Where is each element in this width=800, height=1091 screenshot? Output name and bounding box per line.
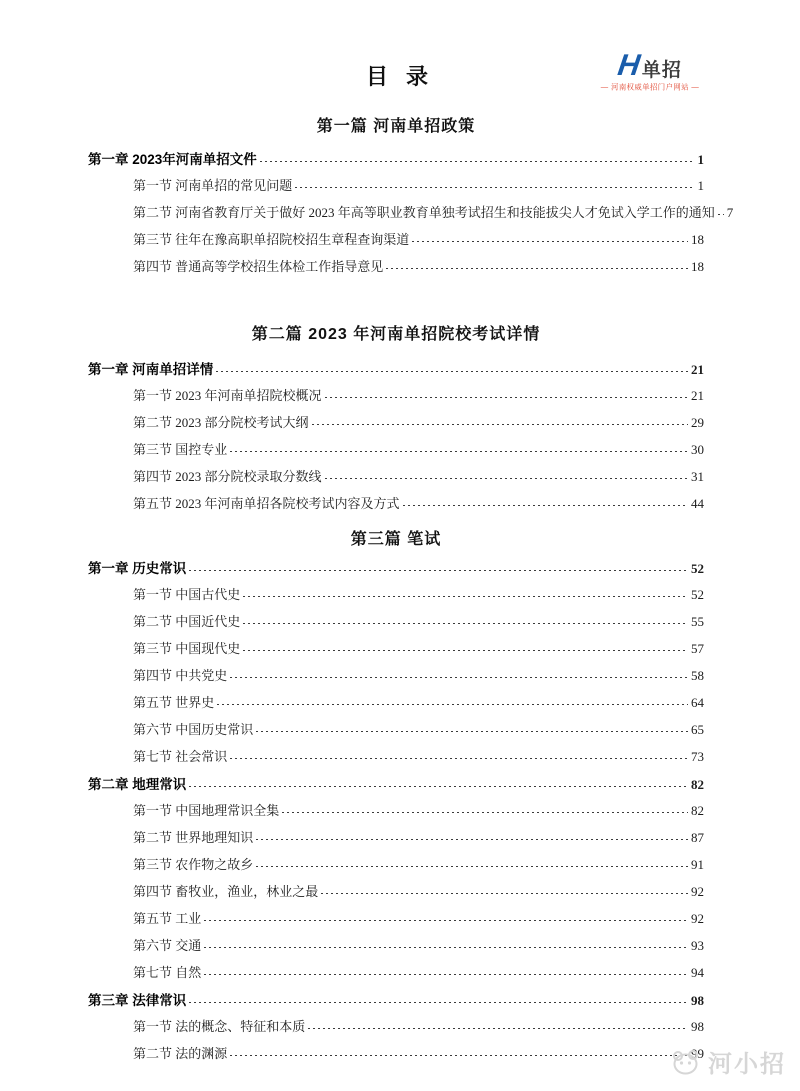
dotted-leader [204, 965, 688, 977]
toc-entry-label: 第二节 中国近代史 [133, 614, 241, 629]
toc-section-row[interactable] [88, 692, 704, 719]
toc-section-row[interactable] [88, 1016, 704, 1043]
site-logo [580, 51, 720, 93]
dotted-leader [230, 442, 688, 454]
dotted-leader [260, 152, 695, 164]
toc-chapter-row[interactable] [88, 148, 704, 175]
toc-entry-label: 第七节 自然 [133, 965, 202, 980]
toc-entry-label: 第二节 2023 部分院校考试大纲 [133, 415, 309, 430]
toc-entry-label: 第三节 农作物之故乡 [133, 857, 254, 872]
dotted-leader [189, 777, 688, 789]
dotted-leader [230, 668, 688, 680]
watermark-label: 河小招 [708, 1051, 786, 1078]
toc-page-number: 92 [691, 911, 704, 926]
toc-page-number: 93 [691, 938, 704, 953]
dotted-leader [217, 695, 688, 707]
dotted-leader [243, 587, 688, 599]
toc-page-number: 73 [691, 749, 704, 764]
toc-entry-label: 第一节 中国地理常识全集 [133, 803, 280, 818]
toc-section-row[interactable] [88, 665, 704, 692]
toc-page-number: 7 [726, 205, 734, 220]
toc-section-row[interactable] [88, 638, 704, 665]
toc-entry-label: 第二节 法的渊源 [133, 1046, 228, 1061]
toc-section-row[interactable] [88, 584, 704, 611]
toc-entry-label: 第一章 河南单招详情 [88, 362, 214, 377]
toc-section-row[interactable] [88, 202, 734, 229]
toc-section-row[interactable] [88, 962, 704, 989]
toc-page-number: 18 [691, 259, 704, 274]
toc-section-row[interactable] [88, 719, 704, 746]
dotted-leader [243, 614, 688, 626]
dotted-leader [256, 722, 688, 734]
toc-page-number: 98 [691, 1019, 704, 1034]
toc-section-row[interactable] [88, 466, 704, 493]
toc-entry-label: 第一章 历史常识 [88, 561, 187, 576]
part-1-title: 第一篇 河南单招政策 [316, 118, 476, 135]
toc-page-number: 18 [691, 232, 704, 247]
logo-tagline: — 河南权威单招门户网站 — [600, 83, 700, 92]
part-3-entries [88, 557, 704, 1070]
toc-page-number: 64 [691, 695, 704, 710]
toc-entry-label: 第二节 河南省教育厅关于做好 2023 年高等职业教育单独考试招生和技能拔尖人才免试入学工作的通知 [133, 205, 715, 220]
toc-entry-label: 第五节 2023 年河南单招各院校考试内容及方式 [133, 496, 400, 511]
dotted-leader [308, 1019, 688, 1031]
toc-section-row[interactable] [88, 412, 704, 439]
toc-entry-label: 第五节 世界史 [133, 695, 215, 710]
toc-page-number: 1 [697, 178, 704, 193]
page-title: 目 录 [365, 64, 435, 89]
dotted-leader [386, 259, 688, 271]
toc-page-number: 21 [691, 362, 704, 377]
toc-entry-label: 第四节 中共党史 [133, 668, 228, 683]
toc-page-number: 29 [691, 415, 704, 430]
toc-entry-label: 第一节 2023 年河南单招院校概况 [133, 388, 322, 403]
dotted-leader [230, 1046, 688, 1058]
dotted-leader [216, 362, 688, 374]
toc-page-number: 57 [691, 641, 704, 656]
dotted-leader [325, 388, 688, 400]
toc-entry-label: 第五节 工业 [133, 911, 202, 926]
dotted-leader [204, 938, 688, 950]
dotted-leader [189, 993, 688, 1005]
toc-entry-label: 第四节 畜牧业，渔业，林业之最 [133, 884, 319, 899]
dotted-leader [325, 469, 688, 481]
dotted-leader [412, 232, 688, 244]
toc-entry-label: 第七节 社会常识 [133, 749, 228, 764]
toc-section-row[interactable] [88, 854, 704, 881]
toc-page-number: 55 [691, 614, 704, 629]
table-of-contents [0, 113, 800, 1070]
toc-page-number: 21 [691, 388, 704, 403]
toc-section-row[interactable] [88, 800, 704, 827]
dotted-leader [718, 205, 724, 217]
dotted-leader [243, 641, 688, 653]
toc-page-number: 99 [691, 1046, 704, 1061]
toc-page-number: 91 [691, 857, 704, 872]
toc-entry-label: 第一章 2023年河南单招文件 [88, 152, 257, 167]
watermark [669, 1044, 786, 1079]
toc-page-number: 94 [691, 965, 704, 980]
toc-entry-label: 第一节 法的概念、特征和本质 [133, 1019, 306, 1034]
part-2-title: 第二篇 2023 年河南单招院校考试详情 [251, 326, 541, 343]
toc-entry-label: 第三节 中国现代史 [133, 641, 241, 656]
toc-chapter-row[interactable] [88, 358, 704, 385]
dotted-leader [189, 561, 688, 573]
toc-page-number: 82 [691, 777, 704, 792]
toc-entry-label: 第四节 普通高等学校招生体检工作指导意见 [133, 259, 384, 274]
toc-page-number: 30 [691, 442, 704, 457]
toc-section-row[interactable] [88, 827, 704, 854]
toc-entry-label: 第六节 中国历史常识 [133, 722, 254, 737]
dotted-leader [403, 496, 688, 508]
toc-chapter-row[interactable] [88, 557, 704, 584]
toc-entry-label: 第四节 2023 部分院校录取分数线 [133, 469, 322, 484]
toc-part-1 [88, 113, 734, 283]
toc-page-number: 58 [691, 668, 704, 683]
toc-section-row[interactable] [88, 746, 704, 773]
toc-section-row[interactable] [88, 256, 704, 283]
toc-entry-label: 第三节 国控专业 [133, 442, 228, 457]
toc-page-number: 52 [691, 561, 704, 576]
part-1-entries [88, 148, 734, 283]
toc-section-row[interactable] [88, 881, 704, 908]
toc-chapter-row[interactable] [88, 773, 704, 800]
toc-page-number: 65 [691, 722, 704, 737]
toc-section-row[interactable] [88, 493, 704, 520]
toc-page-number: 1 [697, 152, 704, 167]
dotted-leader [295, 178, 694, 190]
toc-section-row[interactable] [88, 175, 704, 202]
toc-section-row[interactable] [88, 385, 704, 412]
toc-page-number: 44 [691, 496, 704, 511]
toc-page-number: 31 [691, 469, 704, 484]
toc-entry-label: 第三节 往年在豫高职单招院校招生章程查询渠道 [133, 232, 410, 247]
toc-entry-label: 第二节 世界地理知识 [133, 830, 254, 845]
dotted-leader [312, 415, 688, 427]
toc-section-row[interactable] [88, 1043, 704, 1070]
toc-page-number: 98 [691, 993, 704, 1008]
toc-entry-label: 第二章 地理常识 [88, 777, 187, 792]
dotted-leader [282, 803, 688, 815]
toc-part-3 [88, 526, 704, 1070]
toc-page-number: 87 [691, 830, 704, 845]
toc-entry-label: 第一节 中国古代史 [133, 587, 241, 602]
dotted-leader [256, 830, 688, 842]
toc-entry-label: 第三章 法律常识 [88, 993, 187, 1008]
logo-brand-name: 单招 [641, 60, 682, 81]
toc-entry-label: 第一节 河南单招的常见问题 [133, 178, 293, 193]
dotted-leader [230, 749, 688, 761]
dotted-leader [321, 884, 688, 896]
toc-section-row[interactable] [88, 908, 704, 935]
toc-section-row[interactable] [88, 611, 704, 638]
toc-section-row[interactable] [88, 439, 704, 466]
toc-entry-label: 第六节 交通 [133, 938, 202, 953]
toc-page-number: 82 [691, 803, 704, 818]
toc-part-2 [88, 321, 704, 520]
toc-chapter-row[interactable] [88, 989, 704, 1016]
toc-page-number: 92 [691, 884, 704, 899]
logo-h-icon: H [615, 49, 641, 82]
toc-page-number: 52 [691, 587, 704, 602]
panda-mascot-icon [669, 1048, 701, 1076]
part-3-title: 第三篇 笔试 [350, 531, 442, 548]
dotted-leader [256, 857, 688, 869]
toc-section-row[interactable] [88, 229, 704, 256]
part-2-entries [88, 358, 704, 520]
dotted-leader [204, 911, 688, 923]
toc-section-row[interactable] [88, 935, 704, 962]
